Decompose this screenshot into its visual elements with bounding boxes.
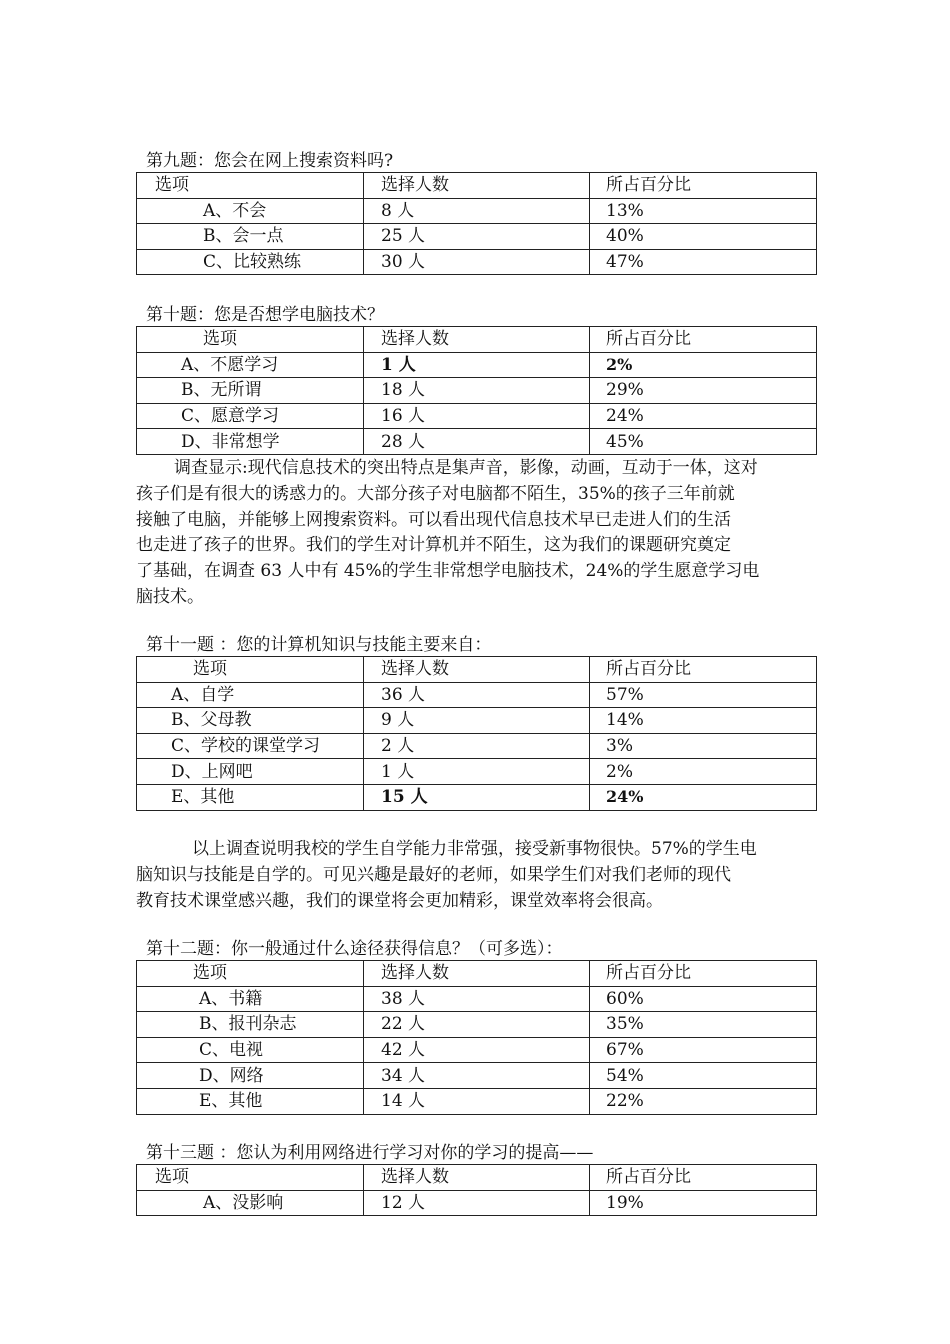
count-cell: 15 人 bbox=[364, 784, 590, 810]
option-cell: C、电视 bbox=[137, 1037, 364, 1063]
paragraph-line: 了基础，在调查 63 人中有 45%的学生非常想学电脑技术，24%的学生愿意学习电 bbox=[136, 561, 760, 582]
table-row bbox=[137, 198, 817, 224]
table-row bbox=[137, 733, 817, 759]
count-cell: 34 人 bbox=[364, 1063, 590, 1089]
percent-cell: 67% bbox=[590, 1037, 817, 1063]
question-9-title: 第九题：您会在网上搜索资料吗? bbox=[146, 151, 394, 171]
count-cell: 18 人 bbox=[364, 378, 590, 404]
count-cell: 30 人 bbox=[364, 249, 590, 275]
table-row bbox=[137, 249, 817, 275]
option-cell: C、愿意学习 bbox=[137, 403, 364, 429]
count-cell: 42 人 bbox=[364, 1037, 590, 1063]
paragraph-line: 调查显示:现代信息技术的突出特点是集声音，影像，动画，互动于一体，这对 bbox=[174, 458, 758, 478]
option-cell: A、没影响 bbox=[137, 1190, 364, 1216]
table-header-row bbox=[137, 327, 817, 353]
count-cell: 25 人 bbox=[364, 224, 590, 250]
table-row bbox=[137, 708, 817, 734]
count-cell: 1 人 bbox=[364, 352, 590, 378]
header-percent: 所占百分比 bbox=[590, 1165, 817, 1191]
header-option: 选项 bbox=[137, 961, 364, 987]
percent-cell: 57% bbox=[590, 682, 817, 708]
percent-cell: 14% bbox=[590, 708, 817, 734]
count-cell: 22 人 bbox=[364, 1012, 590, 1038]
analysis-paragraph-1 bbox=[136, 456, 816, 611]
question-9-table bbox=[136, 172, 817, 275]
question-13-table bbox=[136, 1164, 817, 1216]
table-row bbox=[137, 224, 817, 250]
header-percent: 所占百分比 bbox=[590, 657, 817, 683]
percent-cell: 2% bbox=[590, 759, 817, 785]
count-cell: 14 人 bbox=[364, 1088, 590, 1114]
percent-cell: 45% bbox=[590, 429, 817, 455]
table-row bbox=[137, 378, 817, 404]
percent-cell: 22% bbox=[590, 1088, 817, 1114]
paragraph-line: 以上调查说明我校的学生自学能力非常强，接受新事物很快。57%的学生电 bbox=[192, 839, 757, 859]
header-option: 选项 bbox=[137, 1165, 364, 1191]
table-row bbox=[137, 759, 817, 785]
option-cell: A、不会 bbox=[137, 198, 364, 224]
percent-cell: 24% bbox=[590, 784, 817, 810]
paragraph-line: 孩子们是有很大的诱惑力的。大部分孩子对电脑都不陌生，35%的孩子三年前就 bbox=[136, 483, 735, 504]
option-cell: E、其他 bbox=[137, 784, 364, 810]
option-cell: C、学校的课堂学习 bbox=[137, 733, 364, 759]
option-cell: C、比较熟练 bbox=[137, 249, 364, 275]
table-header-row bbox=[137, 173, 817, 199]
paragraph-line: 接触了电脑，并能够上网搜索资料。可以看出现代信息技术早已走进人们的生活 bbox=[136, 509, 731, 530]
question-12-table bbox=[136, 960, 817, 1115]
table-row bbox=[137, 1063, 817, 1089]
option-cell: B、报刊杂志 bbox=[137, 1012, 364, 1038]
table-row bbox=[137, 429, 817, 455]
percent-cell: 40% bbox=[590, 224, 817, 250]
question-10-section bbox=[136, 304, 816, 455]
question-12-title: 第十二题：你一般通过什么途径获得信息？（可多选）： bbox=[146, 939, 563, 959]
count-cell: 36 人 bbox=[364, 682, 590, 708]
header-count: 选择人数 bbox=[364, 961, 590, 987]
percent-cell: 47% bbox=[590, 249, 817, 275]
count-cell: 16 人 bbox=[364, 403, 590, 429]
count-cell: 38 人 bbox=[364, 986, 590, 1012]
header-option: 选项 bbox=[137, 173, 364, 199]
percent-cell: 19% bbox=[590, 1190, 817, 1216]
header-option: 选项 bbox=[137, 327, 364, 353]
table-row bbox=[137, 682, 817, 708]
percent-cell: 3% bbox=[590, 733, 817, 759]
paragraph-line: 脑知识与技能是自学的。可见兴趣是最好的老师，如果学生们对我们老师的现代 bbox=[136, 864, 731, 885]
percent-cell: 60% bbox=[590, 986, 817, 1012]
table-header-row bbox=[137, 1165, 817, 1191]
option-cell: B、父母教 bbox=[137, 708, 364, 734]
header-percent: 所占百分比 bbox=[590, 173, 817, 199]
option-cell: D、网络 bbox=[137, 1063, 364, 1089]
question-9-section bbox=[136, 150, 816, 275]
percent-cell: 29% bbox=[590, 378, 817, 404]
option-cell: D、非常想学 bbox=[137, 429, 364, 455]
count-cell: 2 人 bbox=[364, 733, 590, 759]
question-10-table bbox=[136, 326, 817, 455]
question-13-section bbox=[136, 1142, 816, 1216]
option-cell: E、其他 bbox=[137, 1088, 364, 1114]
paragraph-line: 也走进了孩子的世界。我们的学生对计算机并不陌生，这为我们的课题研究奠定 bbox=[136, 535, 731, 556]
table-row bbox=[137, 986, 817, 1012]
header-option: 选项 bbox=[137, 657, 364, 683]
question-10-title: 第十题：您是否想学电脑技术？ bbox=[146, 305, 384, 325]
option-cell: A、书籍 bbox=[137, 986, 364, 1012]
question-13-title: 第十三题 ：您认为利用网络进行学习对你的学习的提高—— bbox=[146, 1143, 594, 1163]
percent-cell: 35% bbox=[590, 1012, 817, 1038]
percent-cell: 24% bbox=[590, 403, 817, 429]
option-cell: D、上网吧 bbox=[137, 759, 364, 785]
option-cell: A、自学 bbox=[137, 682, 364, 708]
table-header-row bbox=[137, 657, 817, 683]
header-count: 选择人数 bbox=[364, 657, 590, 683]
paragraph-line: 脑技术。 bbox=[136, 586, 204, 607]
header-count: 选择人数 bbox=[364, 1165, 590, 1191]
percent-cell: 54% bbox=[590, 1063, 817, 1089]
question-11-table bbox=[136, 656, 817, 811]
table-header-row bbox=[137, 961, 817, 987]
question-11-section bbox=[136, 634, 816, 811]
table-row bbox=[137, 784, 817, 810]
question-12-section bbox=[136, 938, 816, 1115]
count-cell: 1 人 bbox=[364, 759, 590, 785]
count-cell: 8 人 bbox=[364, 198, 590, 224]
percent-cell: 2% bbox=[590, 352, 817, 378]
count-cell: 28 人 bbox=[364, 429, 590, 455]
header-percent: 所占百分比 bbox=[590, 961, 817, 987]
analysis-paragraph-2 bbox=[136, 837, 816, 914]
header-percent: 所占百分比 bbox=[590, 327, 817, 353]
paragraph-line: 教育技术课堂感兴趣，我们的课堂将会更加精彩，课堂效率将会很高。 bbox=[136, 890, 663, 911]
option-cell: B、无所谓 bbox=[137, 378, 364, 404]
table-row bbox=[137, 1037, 817, 1063]
percent-cell: 13% bbox=[590, 198, 817, 224]
question-11-title: 第十一题 ：您的计算机知识与技能主要来自： bbox=[146, 635, 492, 655]
option-cell: A、不愿学习 bbox=[137, 352, 364, 378]
header-count: 选择人数 bbox=[364, 327, 590, 353]
table-row bbox=[137, 1012, 817, 1038]
count-cell: 9 人 bbox=[364, 708, 590, 734]
table-row bbox=[137, 403, 817, 429]
table-row bbox=[137, 1190, 817, 1216]
option-cell: B、会一点 bbox=[137, 224, 364, 250]
table-row bbox=[137, 1088, 817, 1114]
table-row bbox=[137, 352, 817, 378]
count-cell: 12 人 bbox=[364, 1190, 590, 1216]
header-count: 选择人数 bbox=[364, 173, 590, 199]
